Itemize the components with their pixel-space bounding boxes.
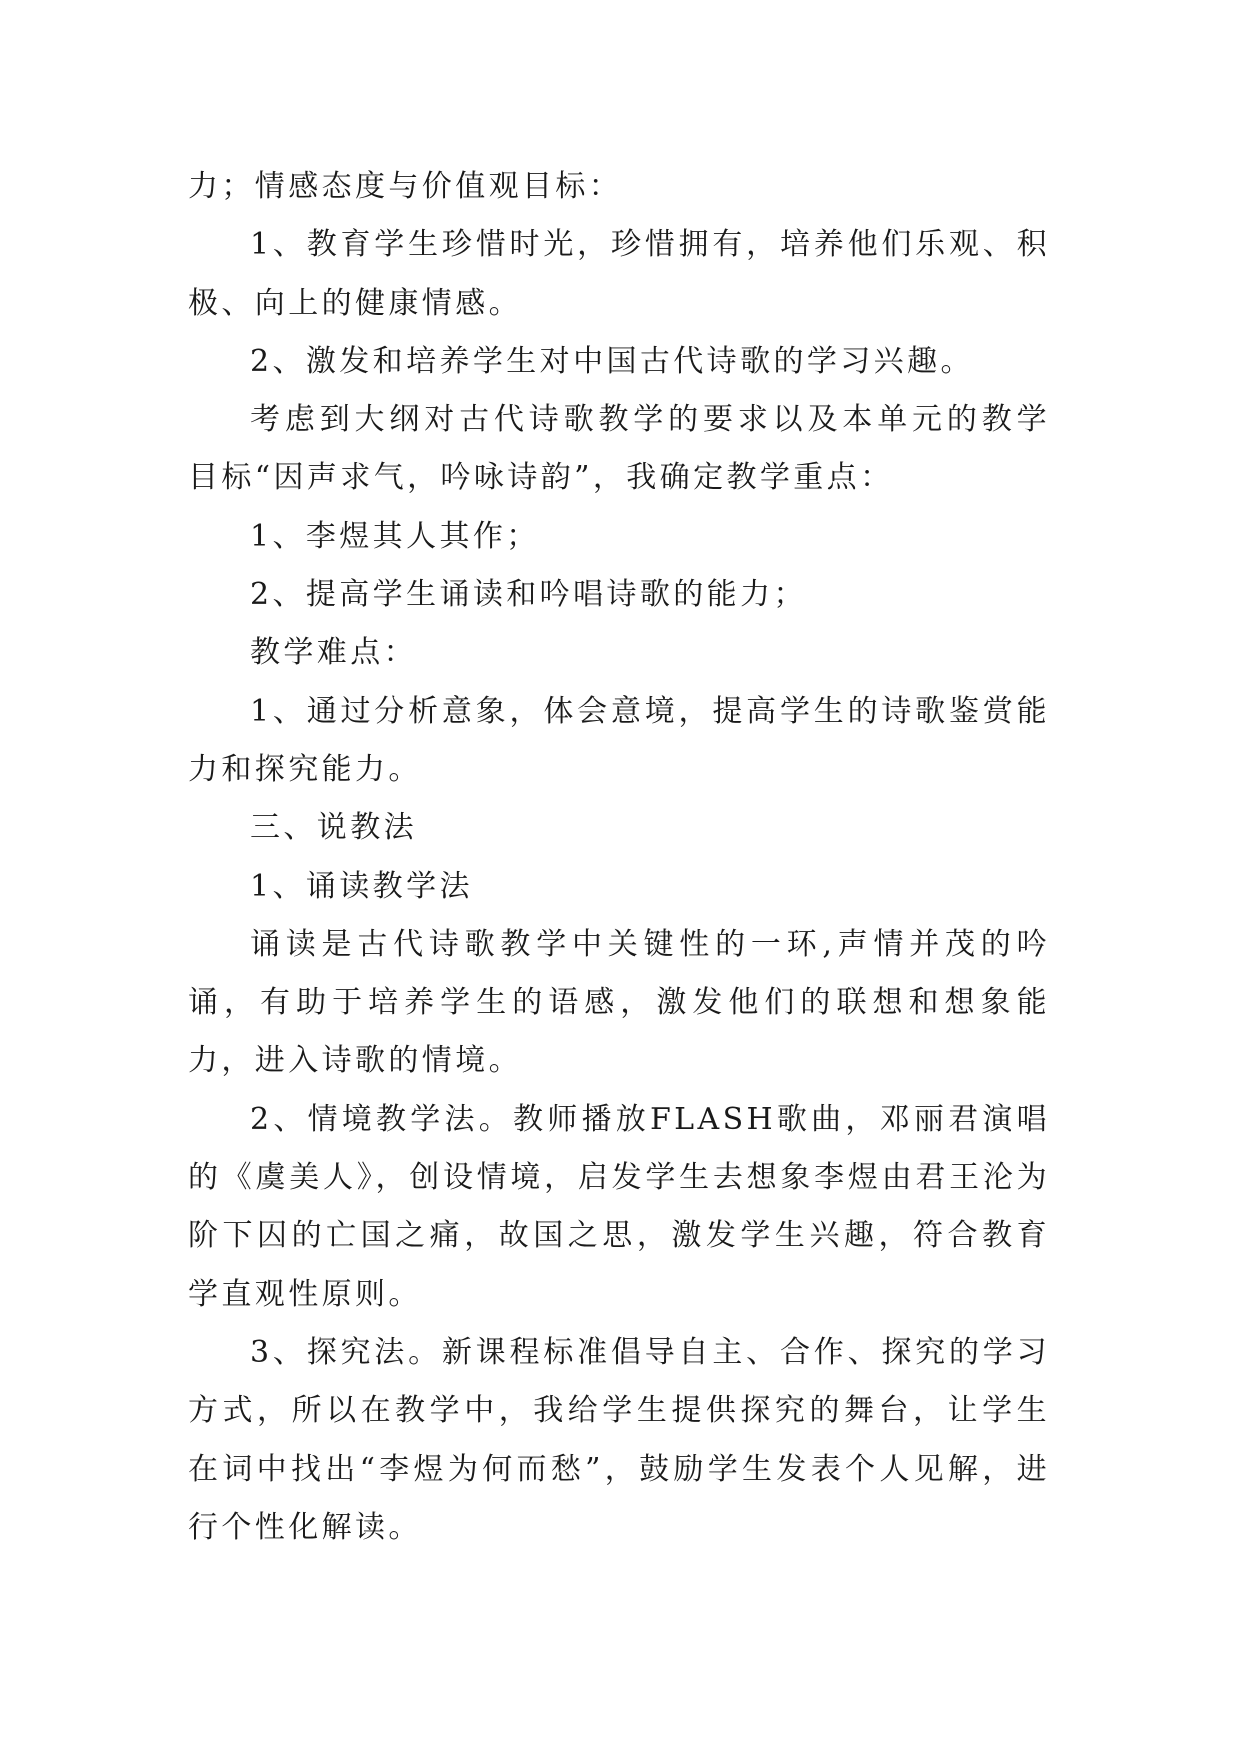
paragraph-2: 1、教育学生珍惜时光，珍惜拥有，培养他们乐观、积极、向上的健康情感。 [188, 227, 1050, 321]
paragraph-6: 2、提高学生诵读和吟唱诗歌的能力； [250, 577, 807, 613]
paragraph-4: 考虑到大纲对古代诗歌教学的要求以及本单元的教学目标“因声求气，吟咏诗韵”，我确定教学重点： [188, 402, 1050, 496]
paragraph-1: 力；情感态度与价值观目标： [188, 169, 623, 204]
paragraph-11: 诵读是古代诗歌教学中关键性的一环,声情并茂的吟诵，有助于培养学生的语感，激发他们的联想和想象能力，进入诗歌的情境。 [188, 926, 1050, 1079]
section-heading-teaching-methods: 三、说教法 [250, 810, 417, 846]
paragraph-12: 2、情境教学法。教师播放FLASH歌曲，邓丽君演唱的《虞美人》，创设情境，启发学生去想象李煜由君王沦为阶下囚的亡国之痛，故国之思，激发学生兴趣，符合教育学直观性原则。 [188, 1101, 1050, 1312]
paragraph-3: 2、激发和培养学生对中国古代诗歌的学习兴趣。 [250, 343, 974, 379]
paragraph-5: 1、李煜其人其作； [250, 518, 540, 554]
document-body [188, 158, 1050, 1557]
paragraph-7: 教学难点： [250, 635, 417, 671]
paragraph-8: 1、通过分析意象，体会意境，提高学生的诗歌鉴赏能力和探究能力。 [188, 693, 1050, 787]
paragraph-10: 1、诵读教学法 [250, 868, 473, 904]
paragraph-13: 3、探究法。新课程标准倡导自主、合作、探究的学习方式，所以在教学中，我给学生提供探究的舞台，让学生在词中找出“李煜为何而愁”，鼓励学生发表个人见解，进行个性化解读。 [188, 1334, 1050, 1545]
